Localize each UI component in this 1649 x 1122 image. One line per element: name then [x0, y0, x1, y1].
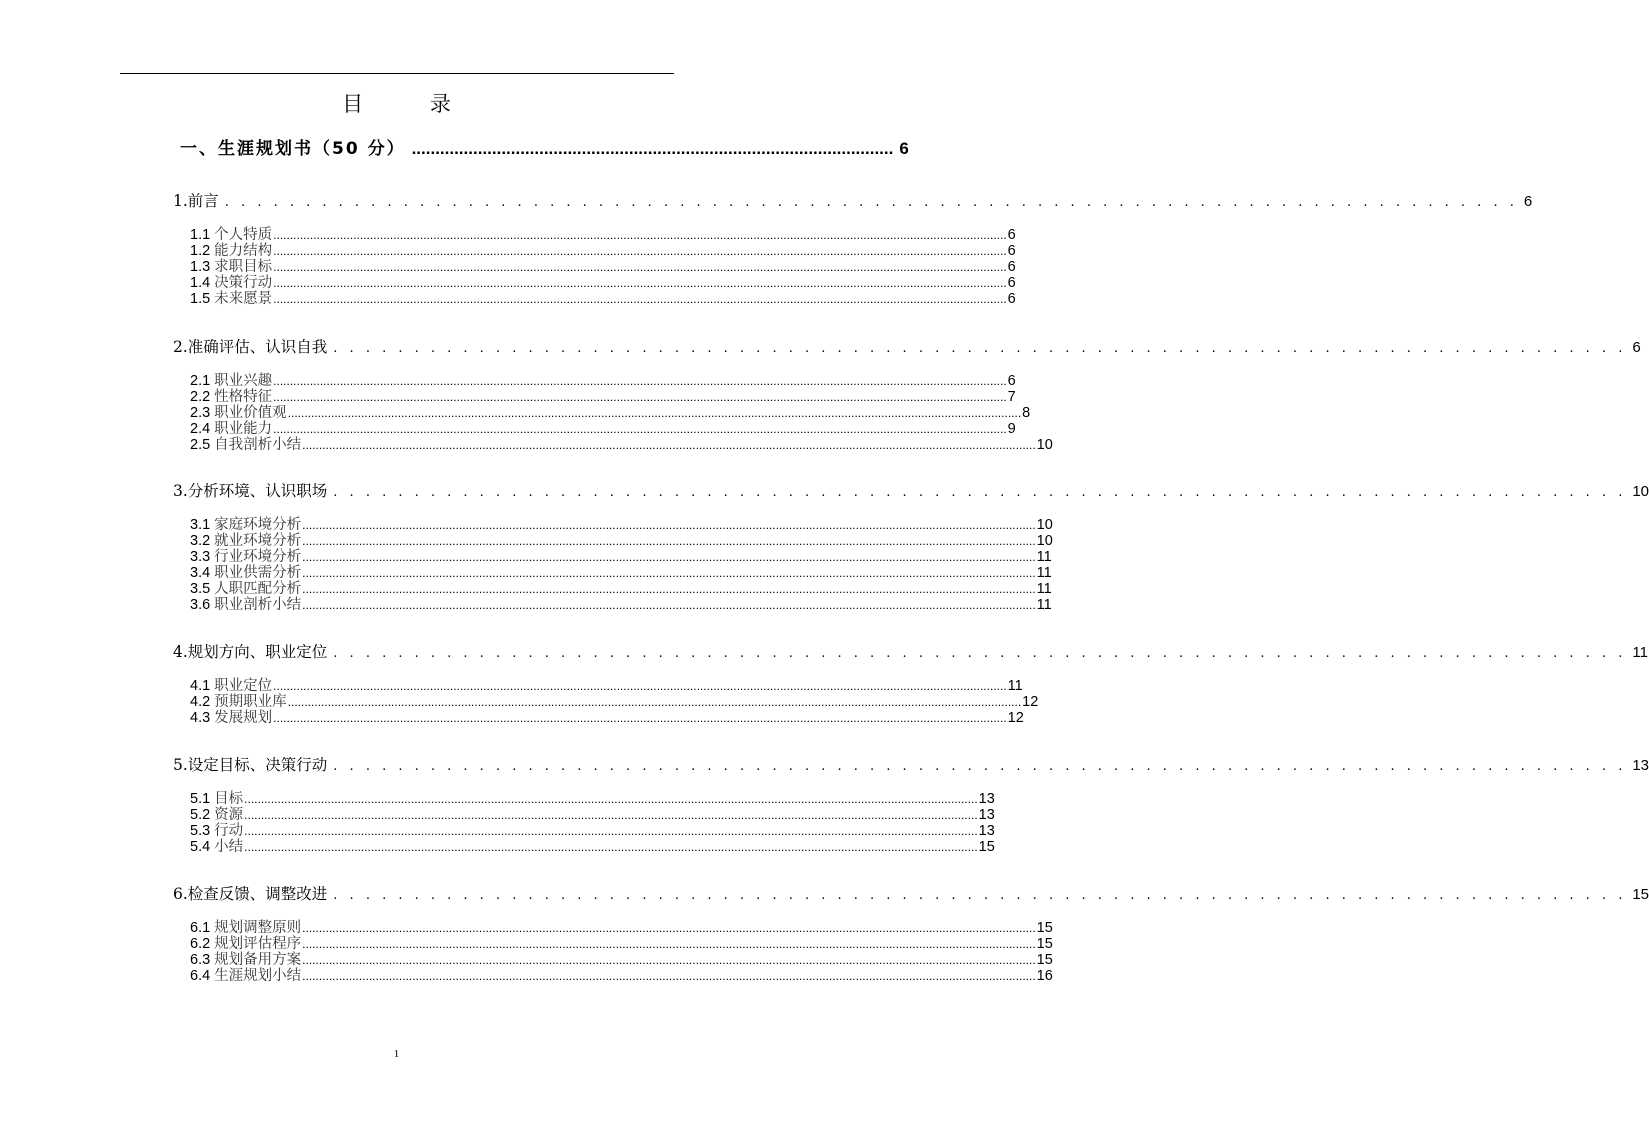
toc-main-page: 6: [899, 139, 909, 158]
toc-subsection-page: 6: [1007, 373, 1016, 389]
toc-leader-dots: ............................................................................................................................................................................................................................: [273, 374, 1007, 388]
toc-leader-dots: ............................................................................................................................................................................................................................: [287, 406, 1022, 420]
toc-leader-dots: ............................................................................................................................................................................................................................: [273, 390, 1007, 404]
toc-subsection-entry[interactable]: [190, 920, 1053, 936]
toc-subsection-page: 6: [1007, 227, 1016, 243]
toc-leader-dots: . . . . . . . . . . . . . . . . . . . . . . . . . . . . . . . . . . . . . . . . . . . . . . . . . . . . . . . . . . . . . . . . . . . . . . . . . . . . . . . .: [224, 195, 1518, 210]
toc-subsection-number: 1.5: [190, 291, 211, 307]
toc-subsection-page: 11: [1036, 549, 1052, 565]
toc-subsection-page: 6: [1007, 259, 1016, 275]
toc-subsection-entry[interactable]: [190, 405, 1031, 421]
toc-subsection-label: 预期职业库: [214, 694, 287, 710]
toc-subsection-entry[interactable]: [190, 533, 1053, 549]
toc-subsection-page: 13: [978, 807, 995, 823]
toc-subsection-label: 规划评估程序: [214, 936, 302, 952]
toc-subsection-entry[interactable]: [190, 437, 1053, 453]
toc-subsection-page: 11: [1036, 581, 1052, 597]
toc-title: 目 录: [342, 92, 481, 116]
toc-subsection-list: [190, 517, 1053, 613]
toc-leader-dots: ............................................................................................................................................................................................................................: [302, 969, 1036, 983]
toc-subsection-number: 4.1: [190, 678, 211, 694]
toc-section-label: 3.分析环境、认识职场: [173, 482, 328, 500]
toc-leader-dots: ............................................................................................................................................................................................................................: [302, 598, 1036, 612]
toc-section: [173, 335, 1641, 453]
toc-section-label: 1.前言: [173, 192, 219, 210]
toc-leader-dots: ............................................................................................................................................................................................................................: [273, 260, 1007, 274]
toc-subsection-number: 5.4: [190, 839, 211, 855]
toc-section-page: 6: [1632, 339, 1641, 356]
toc-subsection-label: 求职目标: [214, 259, 273, 275]
toc-subsection-entry[interactable]: [190, 549, 1052, 565]
toc-subsection-number: 3.5: [190, 581, 211, 597]
toc-subsection-label: 决策行动: [214, 275, 273, 291]
toc-subsection-page: 15: [978, 839, 995, 855]
toc-subsection-entry[interactable]: [190, 936, 1053, 952]
toc-leader-dots: ......................................................................................................: [411, 139, 894, 158]
toc-subsection-number: 2.5: [190, 437, 211, 453]
toc-subsection-entry[interactable]: [190, 517, 1053, 533]
toc-leader-dots: ............................................................................................................................................................................................................................: [302, 566, 1036, 580]
toc-leader-dots: ............................................................................................................................................................................................................................: [287, 695, 1022, 709]
footer-page-number: 1: [393, 1048, 400, 1060]
toc-subsection-entry[interactable]: [190, 968, 1053, 984]
toc-leader-dots: ............................................................................................................................................................................................................................: [273, 244, 1007, 258]
toc-subsection-list: [190, 227, 1016, 307]
toc-subsection-entry[interactable]: [190, 581, 1052, 597]
toc-section-page: 11: [1632, 644, 1648, 661]
toc-subsection-label: 职业价值观: [214, 405, 287, 421]
toc-section: [173, 640, 1648, 726]
header-rule: [120, 73, 674, 74]
toc-subsection-page: 10: [1036, 533, 1053, 549]
toc-section-heading[interactable]: [173, 479, 1649, 503]
toc-subsection-number: 5.3: [190, 823, 211, 839]
toc-leader-dots: ............................................................................................................................................................................................................................: [244, 792, 978, 806]
toc-subsection-page: 10: [1036, 437, 1053, 453]
toc-subsection-page: 12: [1007, 710, 1024, 726]
toc-subsection-label: 生涯规划小结: [214, 968, 302, 984]
toc-subsection-label: 规划调整原则: [214, 920, 302, 936]
toc-subsection-page: 11: [1007, 678, 1023, 694]
toc-subsection-number: 5.2: [190, 807, 211, 823]
toc-leader-dots: ............................................................................................................................................................................................................................: [273, 679, 1007, 693]
toc-subsection-page: 15: [1036, 952, 1053, 968]
toc-section-label: 2.准确评估、认识自我: [173, 338, 328, 356]
toc-subsection-label: 职业定位: [214, 678, 273, 694]
toc-subsection-label: 个人特质: [214, 227, 273, 243]
toc-subsection-entry[interactable]: [190, 421, 1016, 437]
toc-subsection-number: 2.1: [190, 373, 211, 389]
toc-subsection-entry[interactable]: [190, 710, 1024, 726]
toc-subsection-entry[interactable]: [190, 694, 1039, 710]
toc-leader-dots: ............................................................................................................................................................................................................................: [302, 937, 1036, 951]
toc-subsection-label: 未来愿景: [214, 291, 273, 307]
toc-subsection-page: 9: [1007, 421, 1016, 437]
toc-subsection-entry[interactable]: [190, 243, 1016, 259]
toc-subsection-label: 职业供需分析: [214, 565, 302, 581]
toc-section-heading[interactable]: [173, 189, 1533, 213]
toc-subsection-page: 8: [1022, 405, 1031, 421]
toc-main-label: 一、生涯规划书（50 分）: [180, 139, 406, 159]
toc-subsection-number: 4.3: [190, 710, 211, 726]
toc-section-heading[interactable]: [173, 640, 1648, 664]
toc-subsection-page: 6: [1007, 243, 1016, 259]
toc-subsection-label: 行动: [214, 823, 244, 839]
toc-subsection-entry[interactable]: [190, 291, 1016, 307]
toc-section-label: 6.检查反馈、调整改进: [173, 885, 328, 903]
toc-subsection-list: [190, 373, 1053, 453]
toc-subsection-entry[interactable]: [190, 565, 1052, 581]
toc-subsection-page: 15: [1036, 936, 1053, 952]
toc-subsection-page: 11: [1036, 565, 1052, 581]
toc-subsection-entry[interactable]: [190, 597, 1052, 613]
toc-subsection-label: 能力结构: [214, 243, 273, 259]
toc-subsection-number: 1.3: [190, 259, 211, 275]
toc-subsection-label: 人职匹配分析: [214, 581, 302, 597]
toc-subsection-label: 发展规划: [214, 710, 273, 726]
toc-section-page: 15: [1632, 886, 1649, 903]
toc-subsection-page: 6: [1007, 291, 1016, 307]
toc-section-page: 10: [1632, 483, 1649, 500]
toc-section-page: 6: [1523, 193, 1533, 210]
toc-subsection-label: 性格特征: [214, 389, 273, 405]
toc-subsection-entry[interactable]: [190, 807, 995, 823]
toc-subsection-page: 11: [1036, 597, 1052, 613]
toc-subsection-number: 1.4: [190, 275, 211, 291]
toc-section: [173, 753, 1649, 855]
toc-section-heading[interactable]: [173, 753, 1649, 777]
toc-subsection-number: 1.1: [190, 227, 211, 243]
toc-subsection-number: 5.1: [190, 791, 211, 807]
toc-subsection-label: 自我剖析小结: [214, 437, 302, 453]
toc-subsection-page: 10: [1036, 517, 1053, 533]
toc-subsection-number: 2.3: [190, 405, 211, 421]
toc-subsection-label: 职业剖析小结: [214, 597, 302, 613]
toc-subsection-page: 12: [1022, 694, 1039, 710]
toc-subsection-entry[interactable]: [190, 275, 1016, 291]
toc-subsection-number: 6.1: [190, 920, 211, 936]
toc-leader-dots: ............................................................................................................................................................................................................................: [273, 276, 1007, 290]
toc-subsection-page: 7: [1007, 389, 1016, 405]
toc-section-heading[interactable]: [173, 882, 1649, 906]
toc-section-label: 4.规划方向、职业定位: [173, 643, 328, 661]
toc-subsection-number: 2.2: [190, 389, 211, 405]
toc-subsection-label: 家庭环境分析: [214, 517, 302, 533]
toc-leader-dots: ............................................................................................................................................................................................................................: [302, 921, 1036, 935]
toc-subsection-entry[interactable]: [190, 227, 1016, 243]
toc-subsection-entry[interactable]: [190, 791, 995, 807]
toc-subsection-label: 小结: [214, 839, 244, 855]
toc-leader-dots: . . . . . . . . . . . . . . . . . . . . . . . . . . . . . . . . . . . . . . . . . . . . . . . . . . . . . . . . . . . . . . . . . . . . . . . . . . . . . . . .: [333, 888, 1627, 903]
toc-subsection-label: 行业环境分析: [214, 549, 302, 565]
toc-subsection-label: 资源: [214, 807, 244, 823]
toc-section: [173, 189, 1533, 307]
toc-subsection-page: 6: [1007, 275, 1016, 291]
toc-section-page: 13: [1632, 757, 1649, 774]
toc-leader-dots: ............................................................................................................................................................................................................................: [244, 840, 978, 854]
toc-subsection-number: 3.2: [190, 533, 211, 549]
toc-main-entry[interactable]: [180, 134, 909, 159]
toc-subsection-entry[interactable]: [190, 839, 995, 855]
toc-leader-dots: ............................................................................................................................................................................................................................: [244, 824, 978, 838]
toc-subsection-entry[interactable]: [190, 259, 1016, 275]
toc-subsection-list: [190, 920, 1053, 984]
toc-subsection-number: 3.3: [190, 549, 211, 565]
toc-subsection-number: 3.1: [190, 517, 211, 533]
toc-section: [173, 479, 1649, 613]
toc-leader-dots: . . . . . . . . . . . . . . . . . . . . . . . . . . . . . . . . . . . . . . . . . . . . . . . . . . . . . . . . . . . . . . . . . . . . . . . . . . . . . . . .: [333, 485, 1627, 500]
toc-subsection-label: 就业环境分析: [214, 533, 302, 549]
toc-leader-dots: ............................................................................................................................................................................................................................: [302, 953, 1036, 967]
toc-subsection-label: 目标: [214, 791, 244, 807]
toc-subsection-entry[interactable]: [190, 823, 995, 839]
toc-subsection-list: [190, 791, 995, 855]
toc-subsection-number: 3.4: [190, 565, 211, 581]
toc-leader-dots: ............................................................................................................................................................................................................................: [302, 550, 1036, 564]
toc-subsection-page: 16: [1036, 968, 1053, 984]
toc-subsection-label: 职业兴趣: [214, 373, 273, 389]
toc-subsection-label: 职业能力: [214, 421, 273, 437]
toc-subsection-number: 3.6: [190, 597, 211, 613]
toc-leader-dots: ............................................................................................................................................................................................................................: [273, 422, 1007, 436]
toc-subsection-page: 13: [978, 791, 995, 807]
toc-leader-dots: ............................................................................................................................................................................................................................: [302, 534, 1036, 548]
toc-subsection-page: 15: [1036, 920, 1053, 936]
toc-subsection-number: 4.2: [190, 694, 211, 710]
toc-leader-dots: ............................................................................................................................................................................................................................: [273, 711, 1007, 725]
toc-leader-dots: . . . . . . . . . . . . . . . . . . . . . . . . . . . . . . . . . . . . . . . . . . . . . . . . . . . . . . . . . . . . . . . . . . . . . . . . . . . . . . . .: [333, 646, 1627, 661]
toc-subsection-label: 规划备用方案: [214, 952, 302, 968]
toc-leader-dots: ............................................................................................................................................................................................................................: [244, 808, 978, 822]
toc-section: [173, 882, 1649, 984]
toc-subsection-page: 13: [978, 823, 995, 839]
toc-leader-dots: ............................................................................................................................................................................................................................: [302, 518, 1036, 532]
toc-subsection-number: 6.3: [190, 952, 211, 968]
toc-section-heading[interactable]: [173, 335, 1641, 359]
toc-subsection-entry[interactable]: [190, 952, 1053, 968]
toc-subsection-number: 6.2: [190, 936, 211, 952]
toc-leader-dots: . . . . . . . . . . . . . . . . . . . . . . . . . . . . . . . . . . . . . . . . . . . . . . . . . . . . . . . . . . . . . . . . . . . . . . . . . . . . . . . .: [333, 341, 1627, 356]
toc-subsection-entry[interactable]: [190, 373, 1016, 389]
toc-subsection-entry[interactable]: [190, 678, 1023, 694]
toc-subsection-entry[interactable]: [190, 389, 1016, 405]
toc-subsection-number: 6.4: [190, 968, 211, 984]
toc-leader-dots: ............................................................................................................................................................................................................................: [273, 228, 1007, 242]
toc-subsection-list: [190, 678, 1039, 726]
toc-section-label: 5.设定目标、决策行动: [173, 756, 328, 774]
toc-leader-dots: ............................................................................................................................................................................................................................: [302, 438, 1036, 452]
toc-subsection-number: 1.2: [190, 243, 211, 259]
toc-leader-dots: . . . . . . . . . . . . . . . . . . . . . . . . . . . . . . . . . . . . . . . . . . . . . . . . . . . . . . . . . . . . . . . . . . . . . . . . . . . . . . . .: [333, 759, 1627, 774]
toc-subsection-number: 2.4: [190, 421, 211, 437]
toc-leader-dots: ............................................................................................................................................................................................................................: [273, 292, 1007, 306]
toc-leader-dots: ............................................................................................................................................................................................................................: [302, 582, 1036, 596]
